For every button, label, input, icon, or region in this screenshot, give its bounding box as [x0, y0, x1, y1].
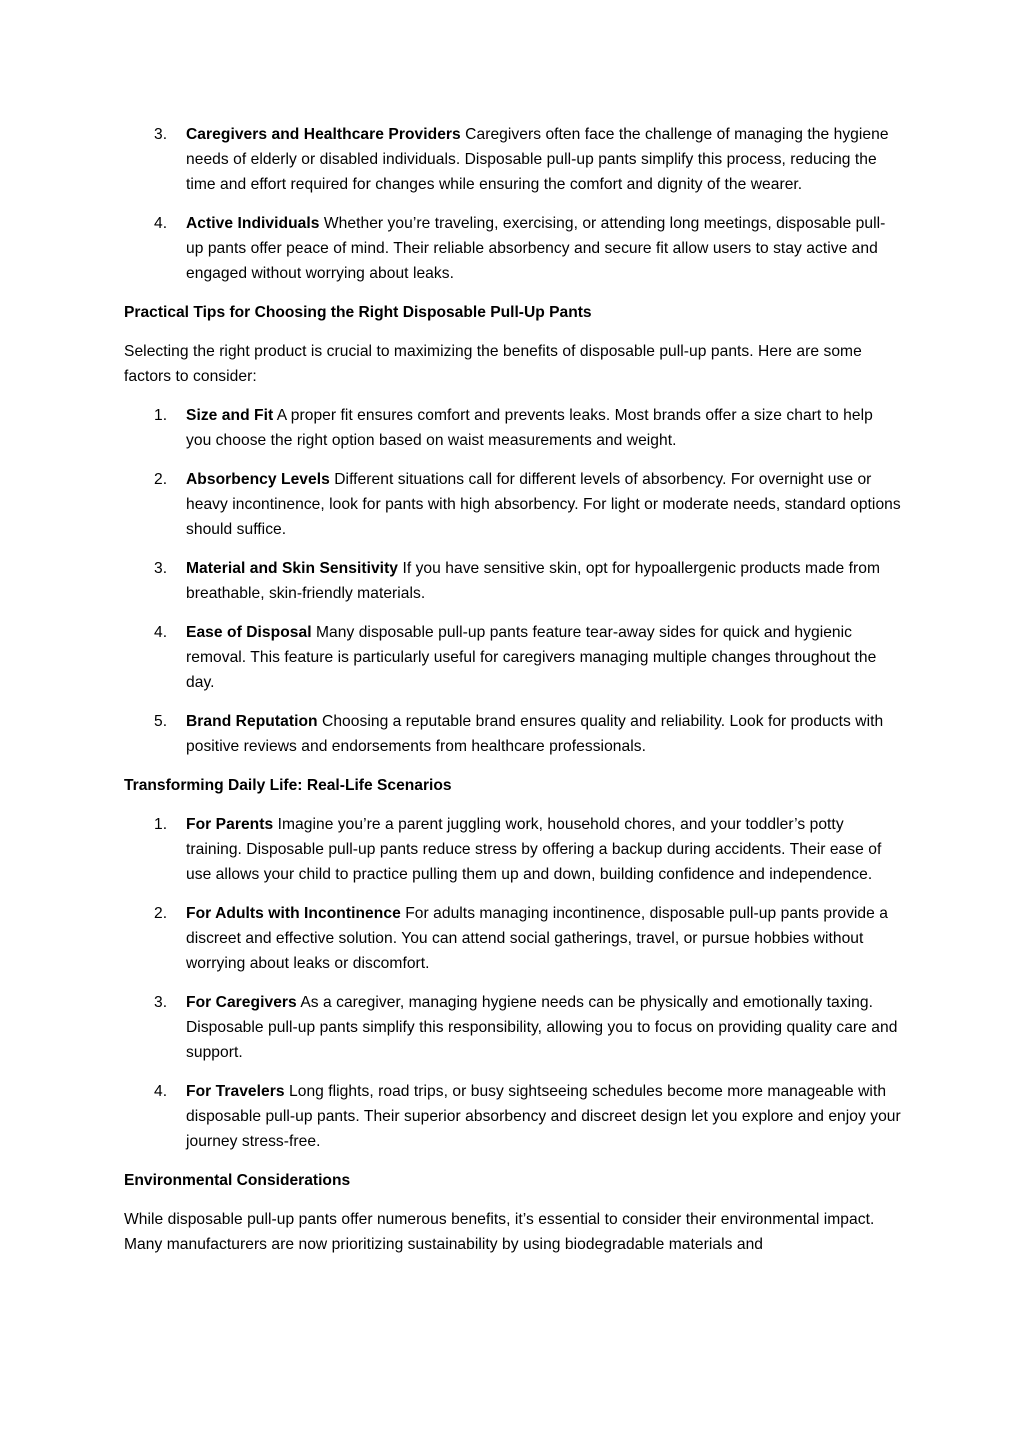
list-number: 4. — [154, 1083, 168, 1100]
section-heading-environment: Environmental Considerations — [124, 1172, 351, 1189]
item-text: Whether you’re traveling, exercising, or attending long meetings, disposable pull-up pants offer peace of mind. Their reliable absorbency and secure fit allow users to stay active and engaged without worrying about leaks. — [186, 215, 886, 282]
list-number: 5. — [154, 713, 168, 730]
list-item — [124, 467, 902, 542]
item-term: For Caregivers — [186, 994, 297, 1011]
list-item — [124, 990, 902, 1065]
section-heading-scenarios: Transforming Daily Life: Real-Life Scenarios — [124, 777, 452, 794]
item-text: Long flights, road trips, or busy sightseeing schedules become more manageable with disposable pull-up pants. Their superior absorbency and discreet design let you explore and enjoy your journey stress-free. — [186, 1083, 901, 1150]
list-item — [124, 556, 902, 606]
item-text: A proper fit ensures comfort and prevents leaks. Most brands offer a size chart to help you choose the right option based on waist measurements and weight. — [186, 407, 873, 449]
user-groups-list — [124, 122, 902, 286]
list-item — [124, 901, 902, 976]
item-term: For Parents — [186, 816, 274, 833]
item-term: Caregivers and Healthcare Providers — [186, 126, 461, 143]
list-number: 3. — [154, 560, 168, 577]
item-term: Brand Reputation — [186, 713, 318, 730]
list-number: 3. — [154, 994, 168, 1011]
list-item — [124, 620, 902, 695]
document-page — [124, 122, 902, 1271]
item-text: Caregivers often face the challenge of managing the hygiene needs of elderly or disabled individuals. Disposable pull-up pants simplify this process, reducing the time and effort required for changes while ensuring the comfort and dignity of the wearer. — [186, 126, 889, 193]
tips-intro: Selecting the right product is crucial to maximizing the benefits of disposable pull-up pants. Here are some factors to consider: — [124, 343, 862, 385]
scenarios-list — [124, 812, 902, 1154]
list-number: 3. — [154, 126, 168, 143]
list-item — [124, 122, 902, 197]
section-heading-tips: Practical Tips for Choosing the Right Disposable Pull-Up Pants — [124, 304, 592, 321]
list-item — [124, 403, 902, 453]
item-text: For adults managing incontinence, disposable pull-up pants provide a discreet and effective solution. You can attend social gatherings, travel, or pursue hobbies without worrying about leaks or discomfort. — [186, 905, 888, 972]
item-text: Choosing a reputable brand ensures quality and reliability. Look for products with positive reviews and endorsements from healthcare professionals. — [186, 713, 884, 755]
list-number: 4. — [154, 215, 168, 232]
item-term: Active Individuals — [186, 215, 320, 232]
list-number: 2. — [154, 471, 168, 488]
item-text: Different situations call for different levels of absorbency. For overnight use or heavy incontinence, look for pants with high absorbency. For light or moderate needs, standard options should suffice. — [186, 471, 901, 538]
item-term: For Travelers — [186, 1083, 285, 1100]
environment-paragraph: While disposable pull-up pants offer numerous benefits, it’s essential to consider their environmental impact. Many manufacturers are now prioritizing sustainability by using biodegradable materials and — [124, 1211, 875, 1253]
list-number: 1. — [154, 407, 168, 424]
list-number: 2. — [154, 905, 168, 922]
item-term: Ease of Disposal — [186, 624, 312, 641]
list-item — [124, 1079, 902, 1154]
item-text: Many disposable pull-up pants feature tear-away sides for quick and hygienic removal. This feature is particularly useful for caregivers managing multiple changes throughout the day. — [186, 624, 877, 691]
item-term: Size and Fit — [186, 407, 274, 424]
item-text: Imagine you’re a parent juggling work, household chores, and your toddler’s potty training. Disposable pull-up pants reduce stress by offering a backup during accidents. Their ease of use allows your child to practice pulling them up and down, building confidence and independence. — [186, 816, 882, 883]
list-number: 1. — [154, 816, 168, 833]
item-text: If you have sensitive skin, opt for hypoallergenic products made from breathable, skin-friendly materials. — [186, 560, 881, 602]
list-item — [124, 709, 902, 759]
list-item — [124, 211, 902, 286]
list-number: 4. — [154, 624, 168, 641]
item-term: For Adults with Incontinence — [186, 905, 401, 922]
tips-list — [124, 403, 902, 759]
item-text: As a caregiver, managing hygiene needs can be physically and emotionally taxing. Disposable pull-up pants simplify this responsibility, allowing you to focus on providing quality care and support. — [186, 994, 898, 1061]
item-term: Material and Skin Sensitivity — [186, 560, 399, 577]
list-item — [124, 812, 902, 887]
item-term: Absorbency Levels — [186, 471, 330, 488]
